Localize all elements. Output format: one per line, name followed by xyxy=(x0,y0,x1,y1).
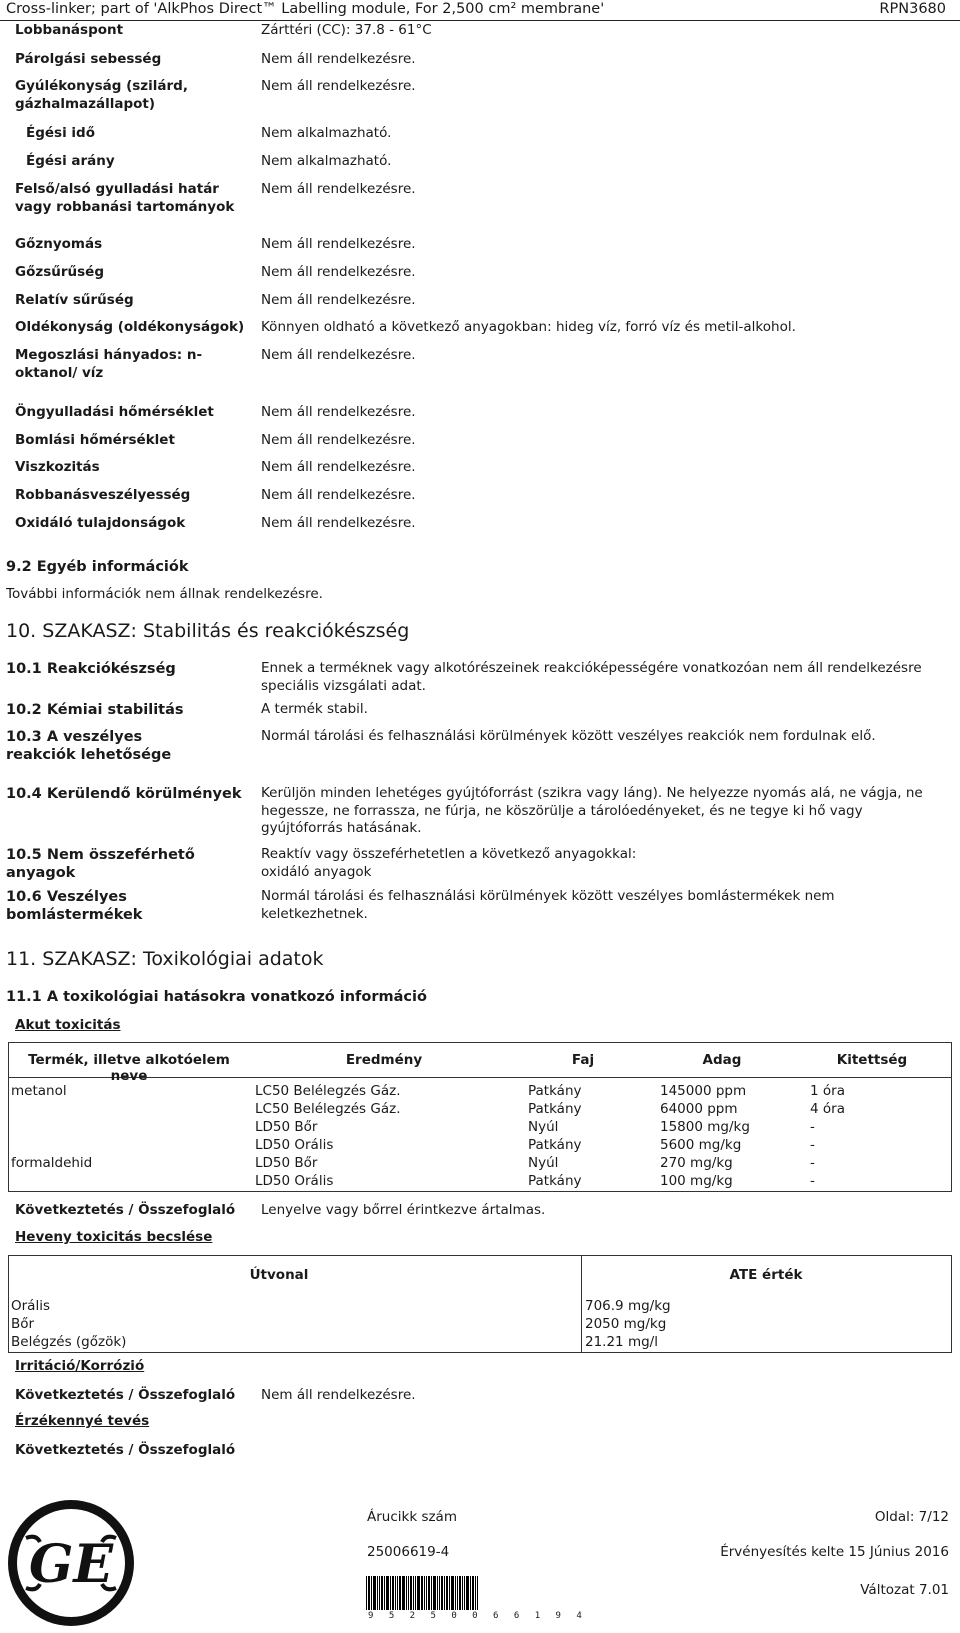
property-label: Robbanásveszélyesség xyxy=(15,487,191,503)
property-label: Bomlási hőmérséklet xyxy=(15,432,175,448)
svg-text:GE: GE xyxy=(28,1534,114,1595)
property-value: Nem alkalmazható. xyxy=(261,125,392,141)
property-value: Nem áll rendelkezésre. xyxy=(261,487,416,503)
barcode-digits: 9 5 2 5 0 0 6 6 1 9 4 xyxy=(368,1611,587,1621)
toxicology-subheading: 11.1 A toxikológiai hatásokra vonatkozó információ xyxy=(6,989,427,1005)
property-value: Nem áll rendelkezésre. xyxy=(261,51,416,67)
table-cell-dose: 64000 ppm xyxy=(660,1101,738,1117)
table-cell-result: LC50 Belélegzés Gáz. xyxy=(255,1101,401,1117)
item-number-label: Árucikk szám xyxy=(367,1509,457,1525)
ate-label: Heveny toxicitás becslése xyxy=(15,1229,213,1245)
table-cell-route: Orális xyxy=(11,1298,50,1314)
property-label: Relatív sűrűség xyxy=(15,292,134,308)
table-cell-result: LD50 Bőr xyxy=(255,1155,318,1171)
table-header: Faj xyxy=(571,1052,595,1068)
property-label: Gőznyomás xyxy=(15,236,103,252)
decomposition-products-label: 10.6 Veszélyes bomlástermékek xyxy=(6,889,143,923)
other-info-heading: 9.2 Egyéb információk xyxy=(6,559,189,575)
table-header: Kitettség xyxy=(836,1052,908,1068)
table-cell-route: Bőr xyxy=(11,1316,35,1332)
table-cell-species: Patkány xyxy=(528,1083,582,1099)
table-cell-species: Nyúl xyxy=(528,1119,559,1135)
validation-date: Érvényesítés kelte 15 Június 2016 xyxy=(720,1544,949,1560)
section-10-title: 10. SZAKASZ: Stabilitás és reakciókészség xyxy=(6,620,410,642)
table-header: Útvonal xyxy=(249,1267,309,1283)
table-cell-dose: 100 mg/kg xyxy=(660,1173,733,1189)
property-value: Zárttéri (CC): 37.8 - 61°C xyxy=(261,22,432,38)
version: Változat 7.01 xyxy=(860,1582,949,1598)
table-cell-name: formaldehid xyxy=(11,1155,93,1171)
page-number: Oldal: 7/12 xyxy=(874,1509,949,1525)
property-label: Oxidáló tulajdonságok xyxy=(15,515,186,531)
property-label: Megoszlási hányados: n-oktanol/ víz xyxy=(15,347,203,381)
acute-conclusion-value: Lenyelve vagy bőrrel érintkezve ártalmas. xyxy=(261,1202,546,1218)
property-label: Lobbanáspont xyxy=(15,22,124,38)
table-header: Termék, illetve alkotóelem neve xyxy=(28,1052,230,1084)
property-value: Könnyen oldható a következő anyagokban: hideg víz, forró víz és metil-alkohol. xyxy=(261,319,796,335)
table-cell-ate: 706.9 mg/kg xyxy=(585,1298,671,1314)
hazardous-reactions-label: 10.3 A veszélyes reakciók lehetősége xyxy=(6,729,172,763)
property-label: Gyúlékonyság (szilárd, gázhalmazállapot) xyxy=(15,78,188,112)
property-label: Öngyulladási hőmérséklet xyxy=(15,404,214,420)
sensitization-label: Érzékennyé tevés xyxy=(15,1413,150,1429)
table-cell-name: metanol xyxy=(11,1083,67,1099)
section-11-title: 11. SZAKASZ: Toxikológiai adatok xyxy=(6,948,324,970)
table-cell-exposure: - xyxy=(810,1173,815,1189)
table-cell-dose: 15800 mg/kg xyxy=(660,1119,750,1135)
property-label: Gőzsűrűség xyxy=(15,264,104,280)
table-cell-species: Nyúl xyxy=(528,1155,559,1171)
reactivity-label: 10.1 Reakciókészség xyxy=(6,661,176,677)
table-cell-exposure: - xyxy=(810,1155,815,1171)
table-cell-result: LC50 Belélegzés Gáz. xyxy=(255,1083,401,1099)
table-cell-species: Patkány xyxy=(528,1137,582,1153)
property-value: Nem áll rendelkezésre. xyxy=(261,236,416,252)
incompatible-materials-value: Reaktív vagy összeférhetetlen a következő anyagokkal: oxidáló anyagok xyxy=(261,846,637,880)
property-label: Oldékonyság (oldékonyságok) xyxy=(15,319,245,335)
property-label: Égési idő xyxy=(26,125,95,141)
irritation-label: Irritáció/Korrózió xyxy=(15,1358,145,1374)
incompatible-materials-label: 10.5 Nem összeférhető anyagok xyxy=(6,847,195,881)
table-cell-dose: 145000 ppm xyxy=(660,1083,747,1099)
acute-toxicity-label: Akut toxicitás xyxy=(15,1017,121,1033)
sensitization-conclusion-label: Következtetés / Összefoglaló xyxy=(15,1442,236,1458)
table-cell-ate: 21.21 mg/l xyxy=(585,1334,658,1350)
table-header: Adag xyxy=(702,1052,742,1068)
property-value: Nem áll rendelkezésre. xyxy=(261,432,416,448)
ge-logo xyxy=(6,1498,136,1628)
irritation-conclusion-value: Nem áll rendelkezésre. xyxy=(261,1387,416,1403)
barcode xyxy=(366,1566,506,1610)
property-value: Nem áll rendelkezésre. xyxy=(261,515,416,531)
property-value: Nem áll rendelkezésre. xyxy=(261,347,416,363)
table-cell-exposure: - xyxy=(810,1119,815,1135)
property-label: Viszkozitás xyxy=(15,459,100,475)
table-cell-ate: 2050 mg/kg xyxy=(585,1316,667,1332)
property-label: Felső/alsó gyulladási határ vagy robbanási tartományok xyxy=(15,181,235,215)
acute-conclusion-label: Következtetés / Összefoglaló xyxy=(15,1202,236,1218)
property-value: Nem alkalmazható. xyxy=(261,153,392,169)
product-code: RPN3680 xyxy=(879,1,946,17)
item-number: 25006619-4 xyxy=(367,1544,450,1560)
chemical-stability-label: 10.2 Kémiai stabilitás xyxy=(6,702,184,718)
table-cell-exposure: 1 óra xyxy=(810,1083,845,1099)
conditions-to-avoid-value: Kerüljön minden lehetéges gyújtóforrást (szikra vagy láng). Ne helyezze nyomás alá, ne vágja, ne hegessze, ne forrassza, ne fúrja, ne köszörülje a tárolóedényeket, és ne tegye ki hő vagy gyújtóforrás hatásának. xyxy=(261,785,923,836)
property-value: Nem áll rendelkezésre. xyxy=(261,264,416,280)
property-label: Párolgási sebesség xyxy=(15,51,162,67)
table-cell-dose: 5600 mg/kg xyxy=(660,1137,742,1153)
table-cell-route: Belégzés (gőzök) xyxy=(11,1334,127,1350)
conditions-to-avoid-label: 10.4 Kerülendő körülmények xyxy=(6,786,242,802)
document-title: Cross-linker; part of 'AlkPhos Direct™ Labelling module, For 2,500 cm² membrane' xyxy=(6,1,605,17)
other-info-text: További információk nem állnak rendelkezésre. xyxy=(6,586,323,602)
table-cell-result: LD50 Orális xyxy=(255,1173,334,1189)
property-value: Nem áll rendelkezésre. xyxy=(261,181,416,197)
table-cell-exposure: - xyxy=(810,1137,815,1153)
table-header: ATE érték xyxy=(729,1267,803,1283)
table-cell-result: LD50 Orális xyxy=(255,1137,334,1153)
hazardous-reactions-value: Normál tárolási és felhasználási körülmények között veszélyes reakciók nem fordulnak elő. xyxy=(261,728,876,744)
decomposition-products-value: Normál tárolási és felhasználási körülmények között veszélyes bomlástermékek nem keletkezhetnek. xyxy=(261,888,835,922)
table-cell-exposure: 4 óra xyxy=(810,1101,845,1117)
page-header xyxy=(0,0,960,21)
table-cell-result: LD50 Bőr xyxy=(255,1119,318,1135)
chemical-stability-value: A termék stabil. xyxy=(261,701,368,717)
property-value: Nem áll rendelkezésre. xyxy=(261,459,416,475)
table-cell-dose: 270 mg/kg xyxy=(660,1155,733,1171)
table-cell-species: Patkány xyxy=(528,1101,582,1117)
table-header: Eredmény xyxy=(345,1052,423,1068)
ate-table xyxy=(8,1255,952,1353)
table-cell-species: Patkány xyxy=(528,1173,582,1189)
property-value: Nem áll rendelkezésre. xyxy=(261,292,416,308)
property-label: Égési arány xyxy=(26,153,115,169)
property-value: Nem áll rendelkezésre. xyxy=(261,78,416,94)
irritation-conclusion-label: Következtetés / Összefoglaló xyxy=(15,1387,236,1403)
acute-toxicity-table xyxy=(8,1042,952,1192)
reactivity-value: Ennek a terméknek vagy alkotórészeinek reakcióképességére vonatkozóan nem áll rendelkezésre speciális vizsgálati adat. xyxy=(261,660,922,694)
property-value: Nem áll rendelkezésre. xyxy=(261,404,416,420)
